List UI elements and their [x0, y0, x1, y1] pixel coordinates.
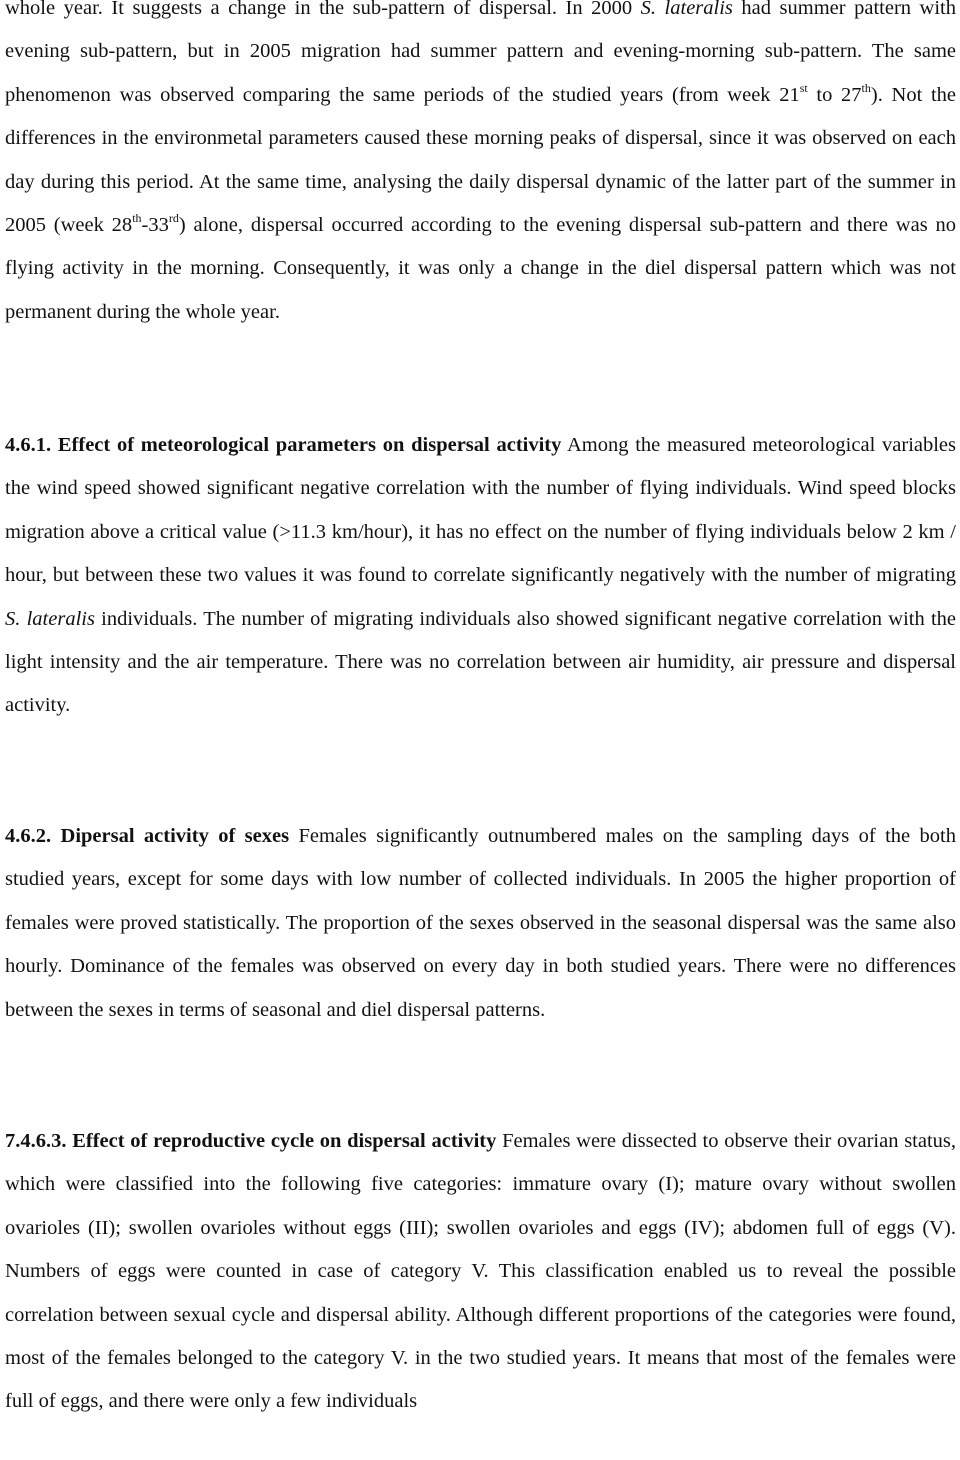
text-run: to 27	[807, 83, 862, 106]
ordinal-suffix: th	[132, 211, 142, 226]
species-name: S. lateralis	[5, 607, 95, 630]
section-number: 7.4.6.3.	[5, 1130, 67, 1152]
ordinal-suffix: st	[799, 80, 808, 95]
section-number: 4.6.1.	[5, 434, 52, 456]
paragraph-diel-pattern	[5, 0, 956, 334]
section-4-6-2	[5, 815, 956, 1032]
text-run: ). Not the differences in the environmetal parameters caused these morning peaks of dispersal, since it was observed on each day during this period. At the same time, analysing the daily dispersal dynamic of the latter part of the summer in 2005 (week 28	[5, 83, 956, 237]
text-run: whole year. It suggests a change in the sub-pattern of dispersal. In 2000	[5, 0, 641, 19]
text-run: Females significantly outnumbered males on the sampling days of the both studied years, except for some days with low number of collected individuals. In 2005 the higher proportion of females were proved statistically. The proportion of the sexes observed in the seasonal dispersal was the same also hourly. Dominance of the females was observed on every day in both studied years. There were no differences between the sexes in terms of seasonal and diel dispersal patterns.	[5, 825, 956, 1021]
section-title: Effect of meteorological parameters on dispersal activity	[57, 434, 562, 456]
species-name: S. lateralis	[640, 0, 733, 19]
ordinal-suffix: th	[861, 80, 871, 95]
text-run: had summer pattern with evening sub-pattern, but in 2005 migration had summer pattern and evening-morning sub-pattern. The same phenomenon was observed comparing the same periods of the studied years (from week 21	[5, 0, 956, 106]
text-run: individuals. The number of migrating individuals also showed significant negative correlation with the light intensity and the air temperature. There was no correlation between air humidity, air pressure and dispersal activity.	[5, 607, 956, 717]
section-number: 4.6.2.	[5, 825, 52, 847]
section-title: Effect of reproductive cycle on dispersal activity	[72, 1130, 497, 1152]
text-run: ) alone, dispersal occurred according to the evening dispersal sub-pattern and there was no flying activity in the morning. Consequently, it was only a change in the diel dispersal pattern which was not permanent during the whole year.	[5, 214, 956, 323]
section-4-6-1	[5, 424, 956, 728]
text-run: Among the measured meteorological variables the wind speed showed significant negative correlation with the number of flying individuals. Wind speed blocks migration above a critical value (>11.3 km/hour), it has no effect on the number of flying individuals below 2 km / hour, but between these two values it was found to correlate significantly negatively with the number of migrating	[5, 434, 957, 587]
text-run: Females were dissected to observe their ovarian status, which were classified into the following five categories: immature ovary (I); mature ovary without swollen ovarioles (II); swollen ovarioles without eggs (III); swollen ovarioles and eggs (IV); abdomen full of eggs (V). Numbers of eggs were counted in case of category V. This classification enabled us to reveal the possible correlation between sexual cycle and dispersal ability. Although different proportions of the categories were found, most of the females belonged to the category V. in the two studied years. It means that most of the females were full of eggs, and there were only a few individuals	[5, 1130, 957, 1413]
section-title: Dipersal activity of sexes	[60, 825, 290, 847]
ordinal-suffix: rd	[168, 211, 179, 226]
text-run: -33	[141, 214, 169, 237]
section-7-4-6-3	[5, 1120, 956, 1424]
